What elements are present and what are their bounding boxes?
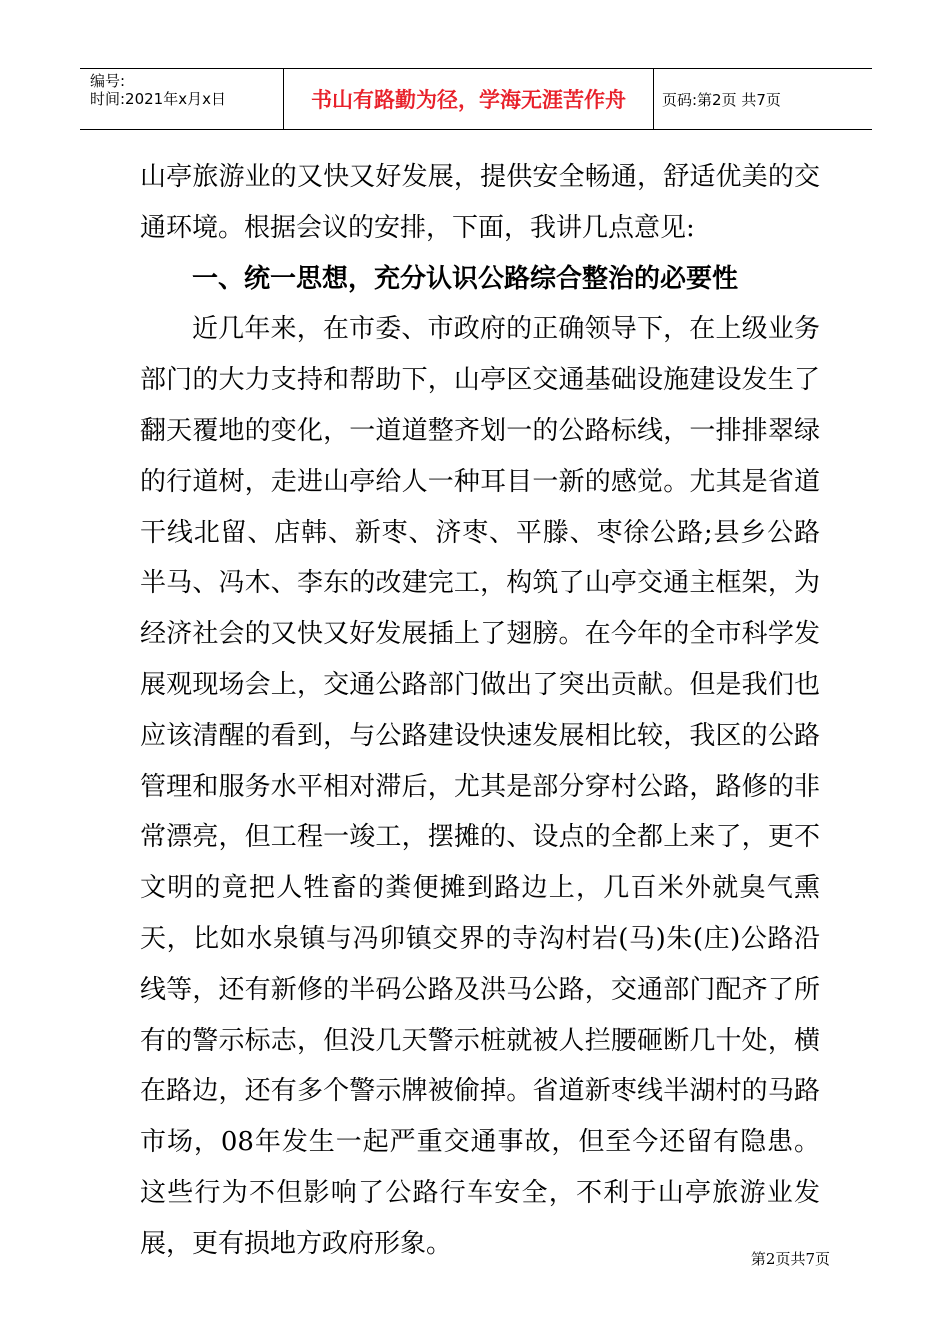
number-label: 编号: (90, 72, 126, 90)
document-body (140, 152, 820, 1270)
paragraph-intro: 山亭旅游业的又快又好发展，提供安全畅通，舒适优美的交通环境。根据会议的安排，下面，我讲几点意见: (140, 162, 820, 243)
header-motto: 书山有路勤为径，学海无涯苦作舟 (284, 69, 654, 129)
page-header (80, 68, 872, 130)
time-label: 时间:2021年x月x日 (90, 90, 226, 108)
page-footer: 第2页共7页 (750, 1250, 830, 1268)
header-page-info: 页码:第2页 共7页 (662, 90, 781, 109)
header-meta (80, 69, 284, 129)
paragraph-1: 近几年来，在市委、市政府的正确领导下，在上级业务部门的大力支持和帮助下，山亭区交通基础设施建设发生了翻天覆地的变化，一道道整齐划一的公路标线，一排排翠绿的行道树，走进山亭给人一种耳目一新的感觉。尤其是省道干线北留、店韩、新枣、济枣、平滕、枣徐公路;县乡公路半马、冯木、李东的改建完工，构筑了山亭交通主框架，为经济社会的又快又好发展插上了翅膀。在今年的全市科学发展观现场会上，交通公路部门做出了突出贡献。但是我们也应该清醒的看到，与公路建设快速发展相比较，我区的公路管理和服务水平相对滞后，尤其是部分穿村公路，路修的非常漂亮，但工程一竣工，摆摊的、设点的全都上来了，更不文明的竟把人牲畜的粪便摊到路边上，几百米外就臭气熏天，比如水泉镇与冯卯镇交界的寺沟村岩(马)朱(庄)公路沿线等，还有新修的半码公路及洪马公路，交通部门配齐了所有的警示标志，但没几天警示桩就被人拦腰砸断几十处，横在路边，还有多个警示牌被偷掉。省道新枣线半湖村的马路市场，08年发生一起严重交通事故，但至今还留有隐患。这些行为不但影响了公路行车安全，不利于山亭旅游业发展，更有损地方政府形象。 (140, 314, 820, 1259)
section-heading: 一、统一思想，充分认识公路综合整治的必要性 (192, 263, 739, 294)
